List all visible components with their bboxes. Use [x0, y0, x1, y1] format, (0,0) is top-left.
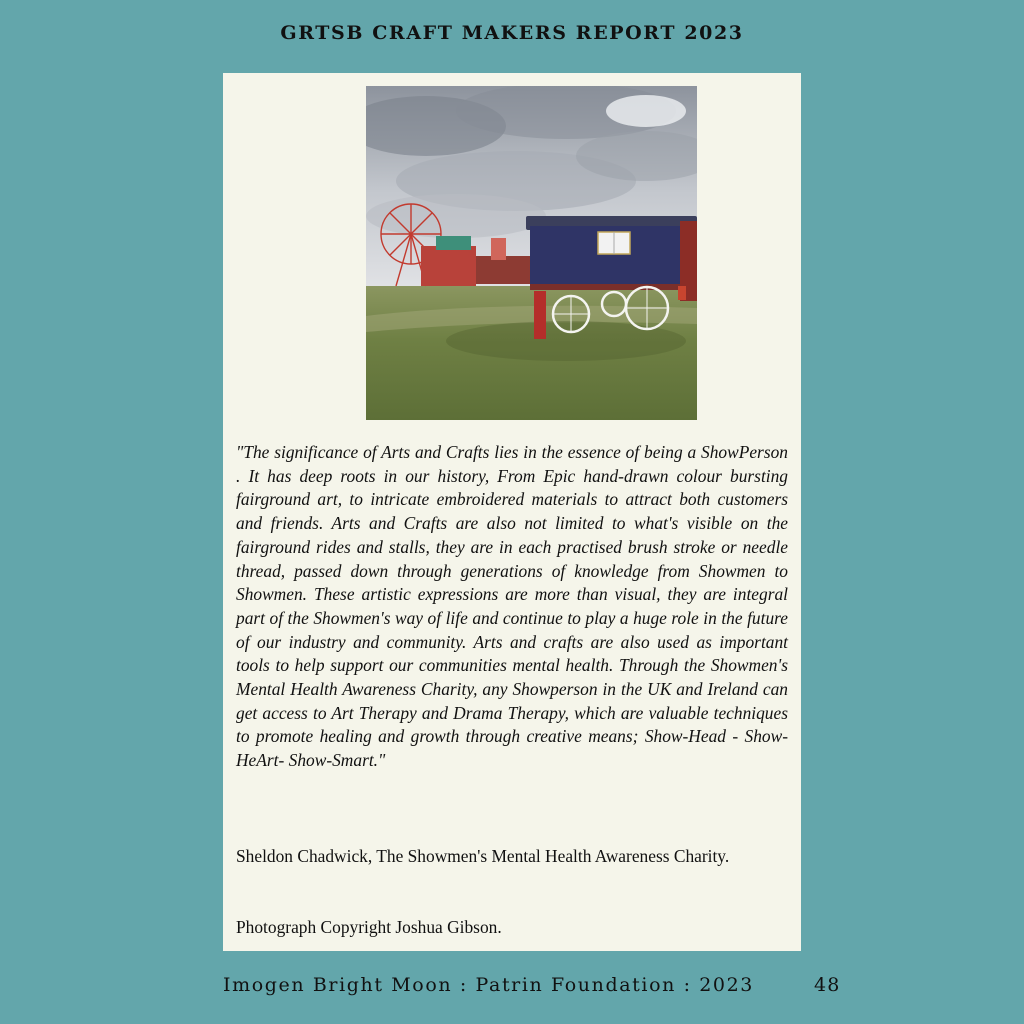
page-number: 48 — [814, 974, 841, 996]
report-title: GRTSB CRAFT MAKERS REPORT 2023 — [280, 22, 744, 44]
quote-text: "The significance of Arts and Crafts lies in the essence of being a ShowPerson . It has deep roots in our history, From Epic hand-drawn colour bursting fairground art, to intricate embroidered materials to attract both customers and friends. Arts and Crafts are also not limited to what's visible on the fairground rides and stalls, they are in each practised brush stroke or needle thread, passed down through generations of knowledge from Showmen to Showmen. These artistic expressions are more than visual, they are integral part of the Showmen's way of life and continue to play a huge role in the future of our industry and community. Arts and crafts are also used as important tools to help support our communities mental health. Through the Showmen's Mental Health Awareness Charity, any Showperson in the UK and Ireland can get access to Art Therapy and Drama Therapy, which are valuable techniques to promote healing and growth through creative means; Show-Head - Show-HeArt- Show-Smart." — [236, 442, 788, 771]
quote-attribution: Sheldon Chadwick, The Showmen's Mental Health Awareness Charity. — [236, 846, 730, 866]
footer-text: Imogen Bright Moon : Patrin Foundation : 2023 — [223, 974, 754, 996]
wagon-photo — [366, 86, 697, 420]
content-panel — [223, 73, 801, 951]
photo-credit: Photograph Copyright Joshua Gibson. — [236, 917, 502, 937]
